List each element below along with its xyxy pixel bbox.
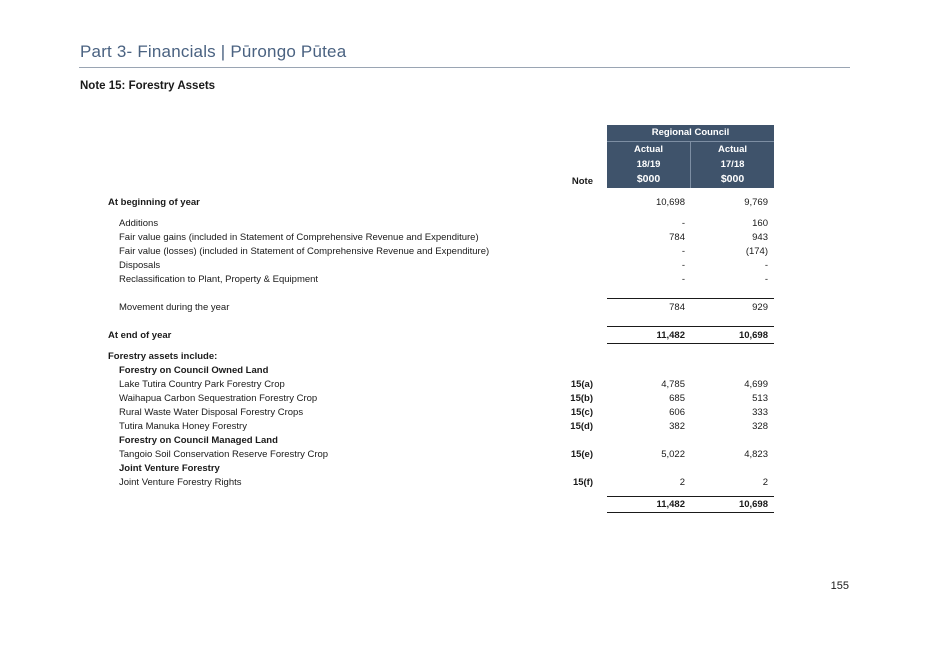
note-ref: 15(f) <box>572 477 593 488</box>
row-label: At beginning of year <box>108 197 200 208</box>
row-label: Movement during the year <box>119 302 230 313</box>
total-underline <box>607 343 774 344</box>
value-1819: 784 <box>669 302 685 313</box>
column-unit: $000 <box>636 173 661 185</box>
page-number: 155 <box>830 580 849 592</box>
value-1718: 333 <box>752 407 768 418</box>
grand-total-underline <box>607 512 774 513</box>
table-row <box>0 462 928 476</box>
total-rule <box>607 326 774 327</box>
value-1718: 160 <box>752 218 768 229</box>
column-header-1 <box>607 142 691 188</box>
value-1718: - <box>764 274 768 285</box>
row-label: Waihapua Carbon Sequestration Forestry Crop <box>119 393 318 404</box>
row-label: Reclassification to Plant, Property & Equipment <box>119 274 319 285</box>
column-header-2 <box>691 142 774 188</box>
table-row <box>0 392 928 406</box>
row-label: At end of year <box>108 330 172 341</box>
row-label: Rural Waste Water Disposal Forestry Crops <box>119 407 304 418</box>
table-row <box>0 329 928 343</box>
note-ref: 15(b) <box>570 393 593 404</box>
note-ref: 15(c) <box>570 407 593 418</box>
table-row <box>0 364 928 378</box>
column-type: Actual <box>717 144 748 155</box>
table-row <box>0 196 928 210</box>
value-1718: 10,698 <box>738 499 768 510</box>
table-row <box>0 434 928 448</box>
value-1718: - <box>764 260 768 271</box>
table-row <box>0 301 928 315</box>
section-heading: Forestry assets include: <box>108 351 218 362</box>
grand-total-rule <box>607 496 774 497</box>
table-row <box>0 259 928 273</box>
value-1718: 929 <box>752 302 768 313</box>
row-label: Disposals <box>119 260 161 271</box>
table-row <box>0 476 928 490</box>
value-1819: 11,482 <box>656 330 685 341</box>
column-period: 17/18 <box>720 159 745 170</box>
column-unit: $000 <box>720 173 745 185</box>
table-row <box>0 498 928 512</box>
value-1718: 4,823 <box>744 449 768 460</box>
note-title: Note 15: Forestry Assets <box>80 80 216 92</box>
note-column-header: Note <box>571 176 593 187</box>
table-row <box>0 273 928 287</box>
page-title: Part 3- Financials | Pūrongo Pūtea <box>80 42 347 61</box>
value-1718: 2 <box>762 477 768 488</box>
note-ref: 15(e) <box>570 449 593 460</box>
column-type: Actual <box>633 144 664 155</box>
value-1718: 10,698 <box>738 330 768 341</box>
subtotal-rule <box>607 298 774 299</box>
value-1819: 784 <box>669 232 685 243</box>
table-row <box>0 448 928 462</box>
value-1819: 10,698 <box>655 197 685 208</box>
value-1819: - <box>681 274 685 285</box>
value-1819: 4,785 <box>661 379 685 390</box>
value-1819: 2 <box>679 477 685 488</box>
value-1819: 606 <box>669 407 685 418</box>
value-1819: 382 <box>669 421 685 432</box>
value-1718: 4,699 <box>744 379 768 390</box>
row-label: Additions <box>119 218 159 229</box>
table-row <box>0 245 928 259</box>
table-row <box>0 350 928 364</box>
value-1819: - <box>681 246 685 257</box>
row-label: Joint Venture Forestry Rights <box>119 477 242 488</box>
row-label: Tutira Manuka Honey Forestry <box>119 421 247 432</box>
note-ref: 15(a) <box>570 379 593 390</box>
note-ref: 15(d) <box>570 421 593 432</box>
value-1819: - <box>681 260 685 271</box>
row-label: Tangoio Soil Conservation Reserve Forestry Crop <box>119 449 329 460</box>
row-label: Fair value gains (included in Statement of Comprehensive Revenue and Expenditure) <box>119 232 479 243</box>
title-divider <box>79 67 850 68</box>
value-1718: 513 <box>752 393 768 404</box>
table-row <box>0 231 928 245</box>
subsection-heading: Joint Venture Forestry <box>119 463 220 474</box>
column-period: 18/19 <box>636 159 661 170</box>
value-1718: 328 <box>752 421 768 432</box>
table-row <box>0 420 928 434</box>
table-row <box>0 378 928 392</box>
table-row <box>0 217 928 231</box>
value-1718: (174) <box>745 246 768 257</box>
table-row <box>0 406 928 420</box>
row-label: Fair value (losses) (included in Statement of Comprehensive Revenue and Expenditure) <box>119 246 490 257</box>
value-1819: 11,482 <box>656 499 685 510</box>
value-1819: 685 <box>669 393 685 404</box>
subsection-heading: Forestry on Council Managed Land <box>119 435 278 446</box>
value-1718: 943 <box>752 232 768 243</box>
value-1718: 9,769 <box>744 197 768 208</box>
value-1819: 5,022 <box>661 449 685 460</box>
value-1819: - <box>681 218 685 229</box>
group-header: Regional Council <box>607 125 774 142</box>
subsection-heading: Forestry on Council Owned Land <box>119 365 269 376</box>
row-label: Lake Tutira Country Park Forestry Crop <box>119 379 285 390</box>
